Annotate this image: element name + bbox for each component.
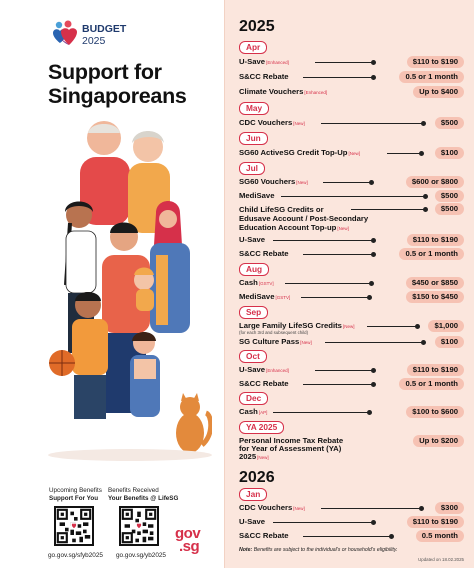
headline-line-2: Singaporeans <box>48 84 187 108</box>
benefit-name: Child LifeSG Credits or <box>239 205 324 214</box>
benefit-tag: [Enhanced] <box>266 368 289 373</box>
benefit-amount: $110 to $190 <box>407 234 464 246</box>
brand-name: BUDGET <box>82 23 127 35</box>
benefit-name: MediSave <box>239 191 275 200</box>
year-heading-2025: 2025 <box>239 18 275 35</box>
benefit-name: MediSave <box>239 292 275 301</box>
benefit-tag: [New] <box>342 324 355 329</box>
month-label-aug: Aug <box>239 263 269 276</box>
benefit-tag: [New] <box>293 506 305 511</box>
benefit-name: CDC Vouchers <box>239 503 293 512</box>
month-label-sep: Sep <box>239 306 268 319</box>
benefit-amount: $100 <box>435 336 464 348</box>
month-label-apr: Apr <box>239 41 267 54</box>
benefit-amount: $500 <box>435 203 464 215</box>
benefit-name-line-3: 2025 <box>239 452 257 461</box>
month-label-oct: Oct <box>239 350 267 363</box>
benefit-name-line-2: for Year of Assessment (YA) <box>239 444 342 453</box>
benefit-name: U-Save <box>239 365 266 374</box>
benefit-amount: $500 <box>435 190 464 202</box>
benefit-name: Climate Vouchers <box>239 87 304 96</box>
benefit-name: Cash <box>239 278 258 287</box>
benefit-amount: $100 to $600 <box>406 406 464 418</box>
updated-date: Updated on 18.02.2025 <box>418 557 464 562</box>
benefit-tag: [AP] <box>258 410 268 415</box>
qr-code-icon[interactable] <box>119 506 159 546</box>
benefit-name: S&CC Rebate <box>239 379 289 388</box>
gov-sg-logo: gov .sg <box>175 525 201 555</box>
family-illustration <box>44 115 212 470</box>
qr-code-icon[interactable] <box>54 506 94 546</box>
benefit-name: CDC Vouchers <box>239 118 293 127</box>
month-label-dec: Dec <box>239 392 268 405</box>
link-url-sfyb[interactable]: go.gov.sg/sfyb2025 <box>48 552 103 559</box>
benefits-schedule <box>224 0 474 568</box>
month-label-may: May <box>239 102 269 115</box>
benefit-name: U-Save <box>239 57 266 66</box>
benefit-amount: $600 or $800 <box>406 176 464 188</box>
benefit-amount: $100 <box>435 147 464 159</box>
benefit-tag: [New] <box>300 340 312 345</box>
benefit-amount: 0.5 or 1 month <box>399 248 464 260</box>
benefit-amount: $110 to $190 <box>407 56 464 68</box>
benefit-amount: $110 to $190 <box>407 364 464 376</box>
benefit-name-line-3: Education Account Top-up <box>239 223 337 232</box>
benefit-amount: 0.5 or 1 month <box>399 378 464 390</box>
brand-year: 2025 <box>82 35 106 47</box>
benefit-name: S&CC Rebate <box>239 531 289 540</box>
benefit-name: SG Culture Pass <box>239 337 300 346</box>
benefit-amount: $1,000 <box>428 320 464 332</box>
eligibility-note: Note: Benefits are subject to the individual's or household's eligibility. <box>239 547 398 553</box>
benefit-tag: [New] <box>257 455 269 460</box>
month-label-jun: Jun <box>239 132 268 145</box>
month-label-jul: Jul <box>239 162 265 175</box>
benefit-tag: [New] <box>348 151 361 156</box>
month-label-jan: Jan <box>239 488 267 501</box>
benefit-name: SG60 Vouchers <box>239 177 296 186</box>
benefit-tag: [Enhanced] <box>266 60 289 65</box>
benefit-tag: [New] <box>293 121 305 126</box>
benefit-name-line-2: Edusave Account / Post-Secondary <box>239 214 369 223</box>
benefit-tag: [New] <box>296 180 308 185</box>
benefit-amount: $500 <box>435 117 464 129</box>
benefit-name: SG60 ActiveSG Credit Top-Up <box>239 148 348 157</box>
budget-logo-icon <box>50 20 78 50</box>
benefit-tag: [GSTV] <box>258 281 274 286</box>
benefit-tag: [Enhanced] <box>304 90 328 95</box>
link-upcoming-benefits-label: Upcoming Benefits Support For You <box>49 487 102 502</box>
left-panel <box>0 0 224 568</box>
page-title <box>48 60 187 108</box>
benefit-amount: Up to $200 <box>413 435 464 447</box>
benefit-amount: 0.5 or 1 month <box>399 71 464 83</box>
benefit-amount: $450 or $850 <box>406 277 464 289</box>
month-label-ya-2025: YA 2025 <box>239 421 284 434</box>
benefit-amount: $150 to $450 <box>406 291 464 303</box>
benefit-name: Large Family LifeSG Credits <box>239 321 342 330</box>
benefit-amount: Up to $400 <box>413 86 464 98</box>
benefit-name: Cash <box>239 407 258 416</box>
year-heading-2026: 2026 <box>239 469 275 486</box>
benefit-tag: [GSTV] <box>275 295 291 300</box>
budget-brand <box>50 20 126 50</box>
link-url-yb[interactable]: go.gov.sg/yb2025 <box>116 552 166 559</box>
link-benefits-received-label: Benefits Received Your Benefits @ LifeSG <box>108 487 179 502</box>
benefit-name: Personal Income Tax Rebate <box>239 436 344 445</box>
headline-line-1: Support for <box>48 60 162 84</box>
benefit-tag: [New] <box>337 226 349 231</box>
benefit-name: U-Save <box>239 235 266 244</box>
benefit-footnote: (for each 3rd and subsequent child) <box>239 330 309 335</box>
benefit-amount: 0.5 month <box>416 530 464 542</box>
benefit-name: U-Save <box>239 517 266 526</box>
benefit-name: S&CC Rebate <box>239 249 289 258</box>
benefit-amount: $110 to $190 <box>407 516 464 528</box>
benefit-amount: $300 <box>435 502 464 514</box>
benefit-name: S&CC Rebate <box>239 72 289 81</box>
